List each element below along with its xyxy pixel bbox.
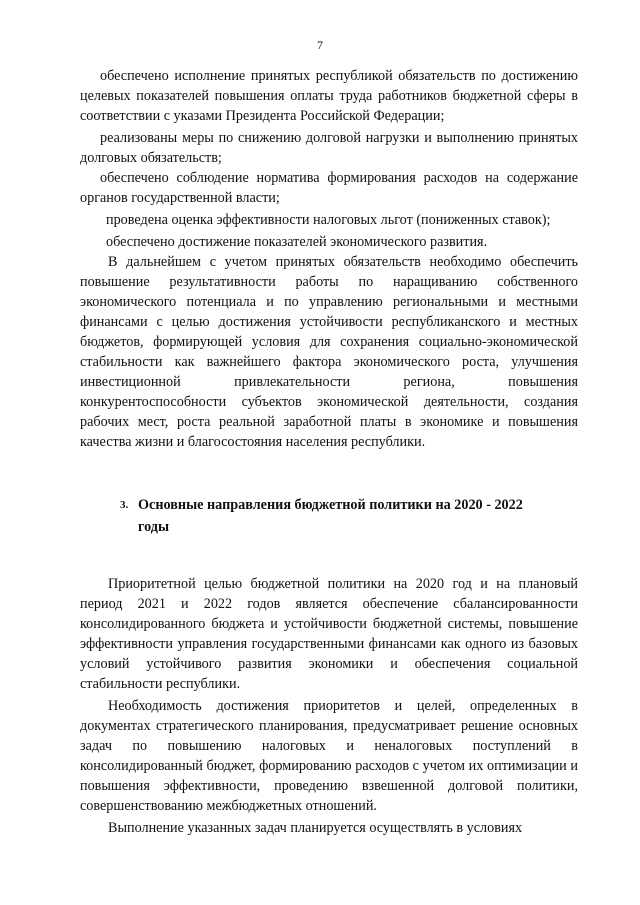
list-item: обеспечено исполнение принятых республикой обязательств по достижению целевых показателей повышения оплаты труда работников бюджетной сферы в соответствии с указами Президента Российской Федерации; xyxy=(80,68,578,124)
paragraph: Выполнение указанных задач планируется осуществлять в условиях xyxy=(108,820,523,836)
section-number: 3. xyxy=(120,499,129,511)
section-title: Основные направления бюджетной политики на 2020 - 2022 годы xyxy=(138,497,523,535)
list-item: обеспечено достижение показателей экономического развития. xyxy=(106,234,488,250)
section-heading xyxy=(120,494,578,538)
list-item: обеспечено соблюдение норматива формирования расходов на содержание органов государственной власти; xyxy=(80,170,578,206)
paragraph-future-measures: В дальнейшем с учетом принятых обязательств необходимо обеспечить повышение результативности работы по наращиванию собственного экономического потенциала и по управлению региональными и местными финансами с целью достижения устойчивости республиканского и местных бюджетов, формирующей условия для сохранения социально-экономической стабильности как важнейшего фактора экономического роста, улучшения инвестиционной привлекательности региона, повышения конкурентоспособности субъектов экономической деятельности, создания рабочих мест, роста реальной заработной платы в экономике и повышения качества жизни и благосостояния населения республики. xyxy=(80,254,578,450)
paragraph: Приоритетной целью бюджетной политики на 2020 год и на плановый период 2021 и 2022 годов является обеспечение сбалансированности консолидированного бюджета и устойчивости бюджетной системы, повышение эффективности управления государственными финансами как одного из базовых условий устойчивого развития экономики и обеспечения социальной стабильности республики. xyxy=(80,576,578,692)
list-item: реализованы меры по снижению долговой нагрузки и выполнению принятых долговых обязательств; xyxy=(80,130,578,166)
list-item: проведена оценка эффективности налоговых льгот (пониженных ставок); xyxy=(106,212,551,228)
paragraph: Необходимость достижения приоритетов и целей, определенных в документах стратегического планирования, предусматривает решение основных задач по повышению налоговых и неналоговых поступлений в консолидированный бюджет, формированию расходов с учетом их оптимизации и повышения эффективности, проведению взвешенной долговой политики, совершенствованию межбюджетных отношений. xyxy=(80,698,578,814)
document-body xyxy=(80,66,578,838)
page-number: 7 xyxy=(317,38,323,52)
